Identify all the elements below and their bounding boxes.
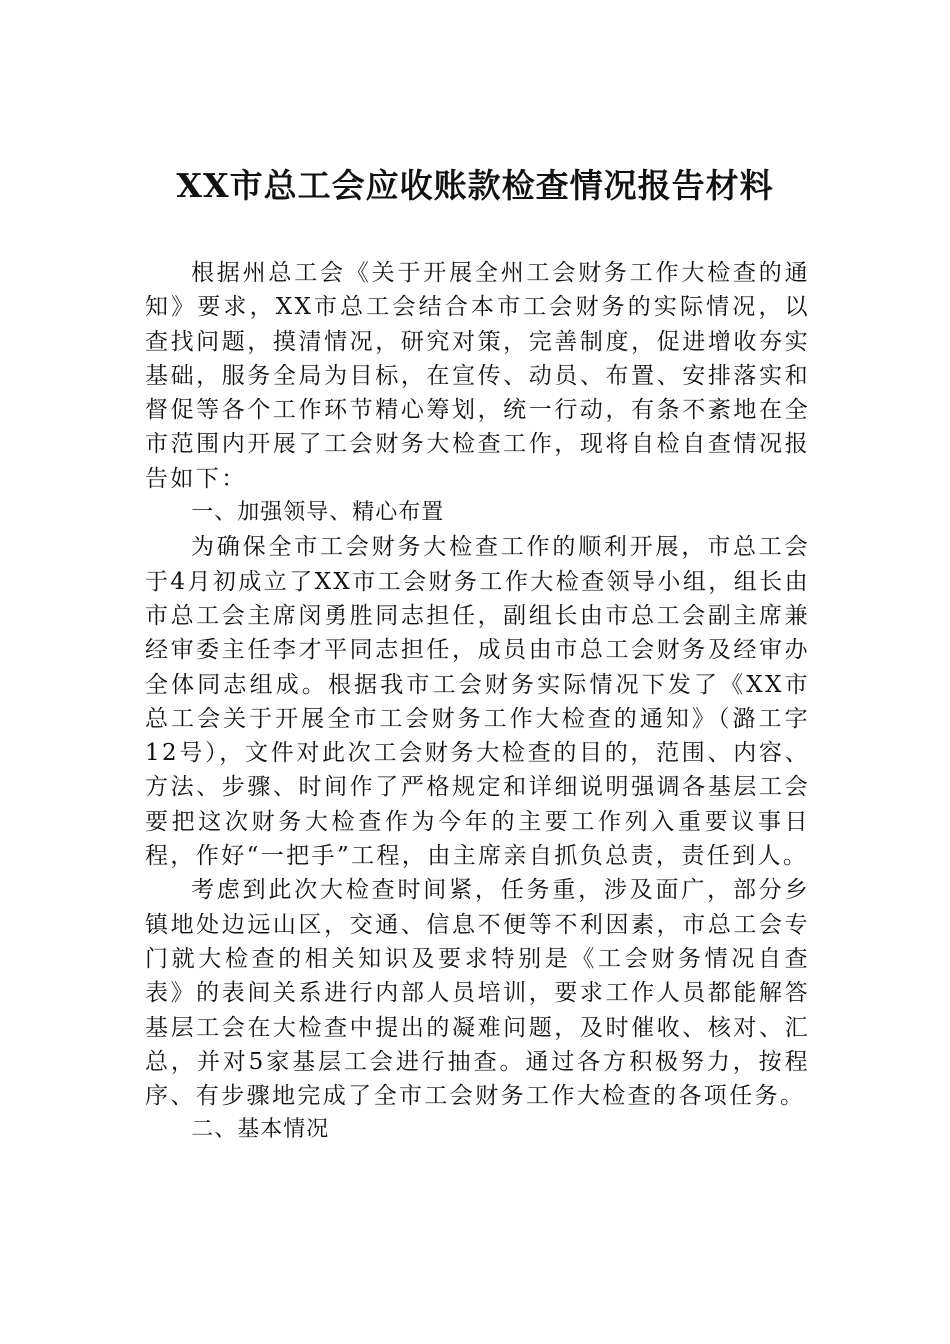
section-1-paragraph-1: 为确保全市工会财务大检查工作的顺利开展，市总工会于4月初成立了XX市工会财务工作大检查领导小组，组长由市总工会主席闵勇胜同志担任，副组长由市总工会副主席兼经审委主任李才平同志担任，成员由市总工会财务及经审办全体同志组成。根据我市工会财务实际情况下发了《XX市总工会关于开展全市工会财务工作大检查的通知》（潞工字12号），文件对此次工会财务大检查的目的，范围、内容、方法、步骤、时间作了严格规定和详细说明强调各基层工会要把这次财务大检查作为今年的主要工作列入重要议事日程，作好“一把手”工程，由主席亲自抓负总责，责任到人。 xyxy=(145,534,810,870)
intro-paragraph: 根据州总工会《关于开展全州工会财务工作大检查的通知》要求，XX市总工会结合本市工会财务的实际情况，以查找问题，摸清情况，研究对策，完善制度，促进增收夯实基础，服务全局为目标，在宣传、动员、布置、安排落实和督促等各个工作环节精心筹划，统一行动，有条不紊地在全市范围内开展了工会财务大检查工作，现将自检自查情况报告如下： xyxy=(145,260,810,492)
document-body xyxy=(145,256,810,1148)
section-2-heading: 二、基本情况 xyxy=(191,1117,330,1143)
section-1-heading: 一、加强领导、精心布置 xyxy=(191,500,445,526)
document-title: XX市总工会应收账款检查情况报告材料 xyxy=(176,166,774,205)
section-1-paragraph-2: 考虑到此次大检查时间紧，任务重，涉及面广，部分乡镇地处边远山区，交通、信息不便等不利因素，市总工会专门就大检查的相关知识及要求特别是《工会财务情况自查表》的表间关系进行内部人员培训，要求工作人员都能解答基层工会在大检查中提出的凝难问题，及时催收、核对、汇总，并对5家基层工会进行抽查。通过各方积极努力，按程序、有步骤地完成了全市工会财务工作大检查的各项任务。 xyxy=(145,877,810,1110)
